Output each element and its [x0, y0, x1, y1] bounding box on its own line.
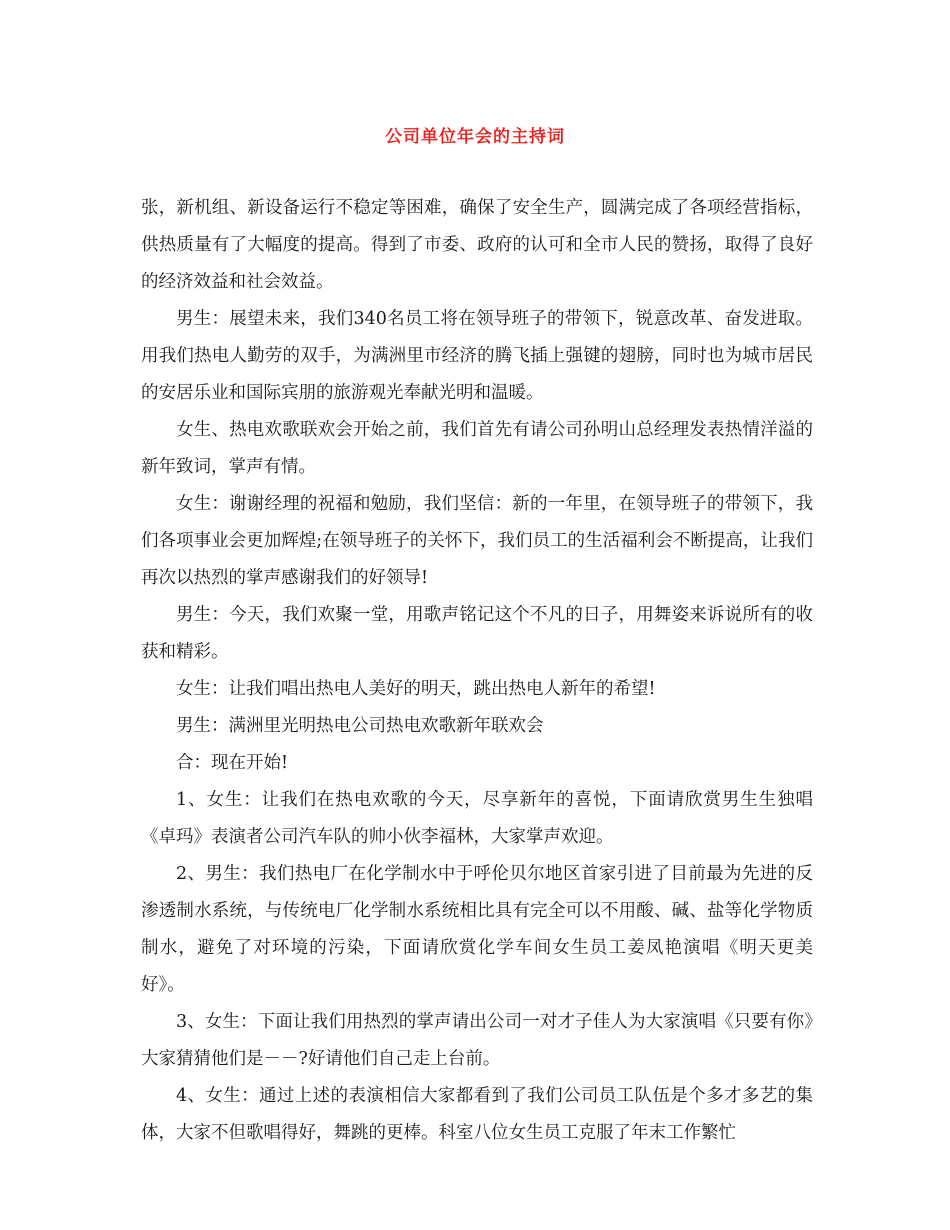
paragraph-1: 男生：展望未来，我们340名员工将在领导班子的带领下，锐意改革、奋发进取。用我们热电人勤劳的双手，为满洲里市经济的腾飞插上强键的翅膀，同时也为城市居民的安居乐业和国际宾朋的旅游观光奉献光明和温暖。: [141, 309, 813, 403]
paragraph-3: 女生：谢谢经理的祝福和勉励，我们坚信：新的一年里，在领导班子的带领下，我们各项事业会更加辉煌;在领导班子的关怀下，我们员工的生活福利会不断提高，让我们再次以热烈的掌声感谢我们的好领导!: [141, 494, 813, 588]
document-body: [141, 190, 813, 1152]
paragraph-8: 1、女生：让我们在热电欢歌的今天，尽享新年的喜悦，下面请欣赏男生生独唱《卓玛》表演者公司汽车队的帅小伙李福林，大家掌声欢迎。: [141, 790, 813, 847]
paragraph-7: 合：现在开始!: [176, 753, 289, 773]
paragraph-11: 4、女生：通过上述的表演相信大家都看到了我们公司员工队伍是个多才多艺的集体，大家不但歌唱得好，舞跳的更棒。科室八位女生员工克服了年末工作繁忙: [141, 1086, 813, 1143]
paragraph-5: 女生：让我们唱出热电人美好的明天，跳出热电人新年的希望!: [176, 679, 656, 699]
paragraph-0: 张，新机组、新设备运行不稳定等困难，确保了安全生产，圆满完成了各项经营指标，供热质量有了大幅度的提高。得到了市委、政府的认可和全市人民的赞扬，取得了良好的经济效益和社会效益。: [141, 198, 813, 292]
paragraph-2: 女生、热电欢歌联欢会开始之前，我们首先有请公司孙明山总经理发表热情洋溢的新年致词，掌声有情。: [141, 420, 813, 477]
paragraph-10: 3、女生：下面让我们用热烈的掌声请出公司一对才子佳人为大家演唱《只要有你》大家猜猜他们是－－?好请他们自己走上台前。: [141, 1012, 813, 1069]
paragraph-9: 2、男生：我们热电厂在化学制水中于呼伦贝尔地区首家引进了目前最为先进的反渗透制水系统，与传统电厂化学制水系统相比具有完全可以不用酸、碱、盐等化学物质制水，避免了对环境的污染，下面请欣赏化学车间女生员工姜凤艳演唱《明天更美好》。: [141, 864, 813, 995]
document-title: 公司单位年会的主持词: [385, 127, 565, 147]
paragraph-6: 男生：满洲里光明热电公司热电欢歌新年联欢会: [176, 716, 544, 736]
paragraph-4: 男生：今天，我们欢聚一堂，用歌声铭记这个不凡的日子，用舞姿来诉说所有的收获和精彩。: [141, 605, 813, 662]
